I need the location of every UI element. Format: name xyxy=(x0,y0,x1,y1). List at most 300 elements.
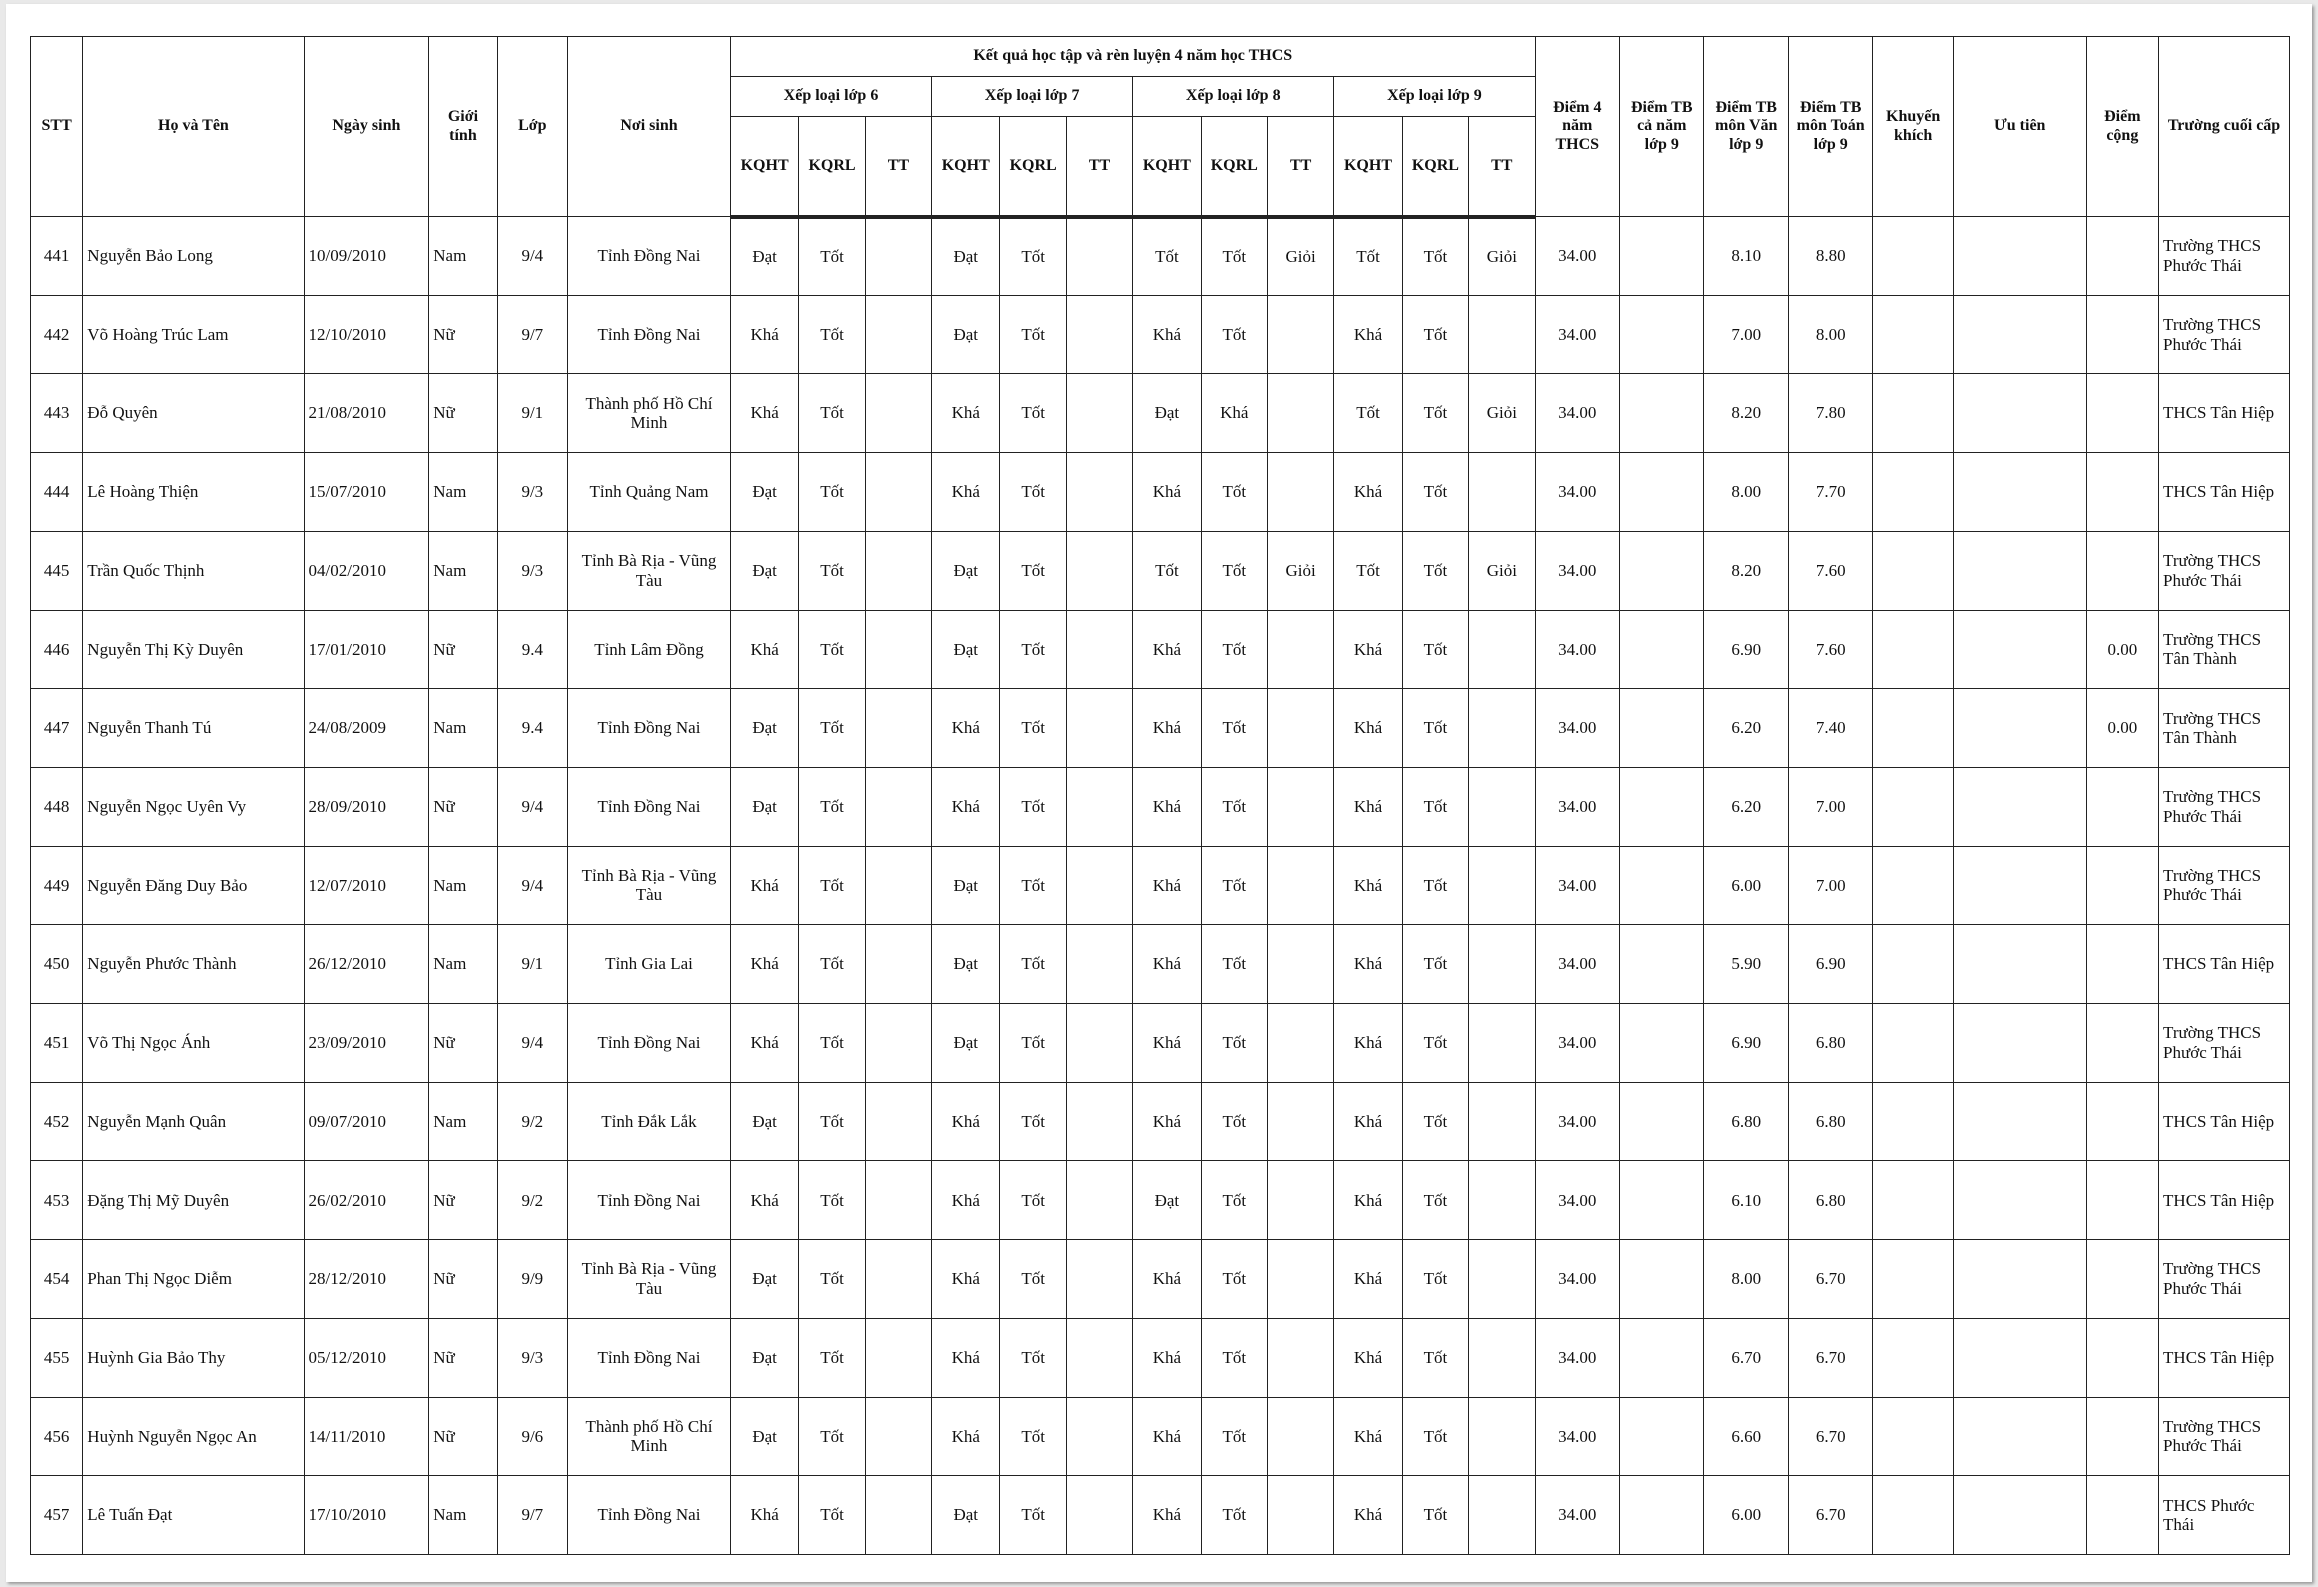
cell-diem-tb-van: 6.60 xyxy=(1704,1397,1788,1476)
cell-kqrl-7: Tốt xyxy=(1000,1004,1066,1083)
cell-class: 9/1 xyxy=(497,925,567,1004)
cell-kqrl-8: Tốt xyxy=(1201,767,1267,846)
cell-kqrl-9: Tốt xyxy=(1402,925,1468,1004)
cell-kqht-6: Đạt xyxy=(730,1397,798,1476)
cell-dob: 10/09/2010 xyxy=(304,217,429,296)
cell-kqrl-8: Tốt xyxy=(1201,1004,1267,1083)
cell-tt-9 xyxy=(1469,453,1535,532)
cell-diem-tb-toan: 6.90 xyxy=(1788,925,1872,1004)
cell-kqht-6: Đạt xyxy=(730,689,798,768)
cell-diem-cong xyxy=(2086,1161,2158,1240)
cell-diem-cong xyxy=(2086,1397,2158,1476)
table-row xyxy=(31,610,2290,689)
cell-kqht-8: Khá xyxy=(1133,1476,1201,1555)
cell-kqht-9: Tốt xyxy=(1334,217,1402,296)
header-tt-9: TT xyxy=(1469,117,1535,217)
cell-tt-6 xyxy=(865,453,931,532)
cell-stt: 455 xyxy=(31,1318,83,1397)
cell-class: 9.4 xyxy=(497,689,567,768)
cell-diem-tb-van: 8.00 xyxy=(1704,453,1788,532)
cell-kqht-7: Khá xyxy=(932,374,1000,453)
cell-tt-6 xyxy=(865,925,931,1004)
cell-diem-tb-ca-nam xyxy=(1620,689,1704,768)
cell-sex: Nam xyxy=(429,1082,497,1161)
cell-name: Phan Thị Ngọc Diễm xyxy=(83,1240,304,1319)
cell-kqrl-7: Tốt xyxy=(1000,374,1066,453)
cell-kqht-6: Đạt xyxy=(730,1082,798,1161)
cell-stt: 449 xyxy=(31,846,83,925)
cell-tt-8 xyxy=(1267,1082,1333,1161)
cell-diem-tb-van: 6.00 xyxy=(1704,846,1788,925)
cell-tt-9: Giỏi xyxy=(1469,531,1535,610)
header-xep-loai-8: Xếp loại lớp 8 xyxy=(1133,77,1334,117)
cell-kqht-8: Khá xyxy=(1133,925,1201,1004)
cell-tt-9 xyxy=(1469,846,1535,925)
cell-stt: 444 xyxy=(31,453,83,532)
cell-uu-tien xyxy=(1953,1004,2086,1083)
cell-tt-9 xyxy=(1469,767,1535,846)
cell-tt-8: Giỏi xyxy=(1267,531,1333,610)
cell-name: Nguyễn Phước Thành xyxy=(83,925,304,1004)
cell-diem-cong xyxy=(2086,1476,2158,1555)
cell-uu-tien xyxy=(1953,689,2086,768)
cell-diem-tb-van: 7.00 xyxy=(1704,295,1788,374)
cell-class: 9/4 xyxy=(497,767,567,846)
cell-kqht-7: Khá xyxy=(932,1082,1000,1161)
cell-kqht-6: Đạt xyxy=(730,767,798,846)
cell-tt-8 xyxy=(1267,689,1333,768)
cell-uu-tien xyxy=(1953,1082,2086,1161)
cell-kqrl-9: Tốt xyxy=(1402,1082,1468,1161)
header-stt: STT xyxy=(31,37,83,217)
cell-kqht-8: Khá xyxy=(1133,610,1201,689)
cell-tt-6 xyxy=(865,689,931,768)
header-gioi-tinh: Giới tính xyxy=(429,37,497,217)
cell-kqrl-9: Tốt xyxy=(1402,1161,1468,1240)
cell-diem-tb-ca-nam xyxy=(1620,1082,1704,1161)
header-tt-6: TT xyxy=(865,117,931,217)
header-xep-loai-9: Xếp loại lớp 9 xyxy=(1334,77,1535,117)
cell-diem-tb-toan: 6.80 xyxy=(1788,1161,1872,1240)
cell-name: Nguyễn Bảo Long xyxy=(83,217,304,296)
cell-kqht-7: Đạt xyxy=(932,217,1000,296)
cell-kqht-6: Khá xyxy=(730,295,798,374)
cell-name: Lê Hoàng Thiện xyxy=(83,453,304,532)
cell-kqrl-8: Tốt xyxy=(1201,1082,1267,1161)
cell-kqrl-9: Tốt xyxy=(1402,453,1468,532)
table-row xyxy=(31,1397,2290,1476)
cell-khuyen-khich xyxy=(1873,846,1953,925)
cell-kqrl-9: Tốt xyxy=(1402,689,1468,768)
cell-tt-8 xyxy=(1267,1161,1333,1240)
cell-sex: Nữ xyxy=(429,610,497,689)
cell-kqht-8: Tốt xyxy=(1133,531,1201,610)
cell-tt-9 xyxy=(1469,1004,1535,1083)
cell-diem-cong xyxy=(2086,1004,2158,1083)
cell-kqrl-9: Tốt xyxy=(1402,1318,1468,1397)
cell-kqht-6: Đạt xyxy=(730,1318,798,1397)
cell-kqht-7: Đạt xyxy=(932,925,1000,1004)
cell-tt-9 xyxy=(1469,689,1535,768)
cell-tt-8 xyxy=(1267,925,1333,1004)
cell-diem-4-nam: 34.00 xyxy=(1535,610,1619,689)
cell-pob: Tỉnh Bà Rịa - Vũng Tàu xyxy=(568,1240,731,1319)
cell-kqrl-7: Tốt xyxy=(1000,610,1066,689)
table-row xyxy=(31,453,2290,532)
cell-diem-4-nam: 34.00 xyxy=(1535,689,1619,768)
cell-khuyen-khich xyxy=(1873,767,1953,846)
cell-kqht-6: Đạt xyxy=(730,531,798,610)
cell-kqht-6: Khá xyxy=(730,610,798,689)
cell-uu-tien xyxy=(1953,1318,2086,1397)
header-ho-ten: Họ và Tên xyxy=(83,37,304,217)
cell-tt-8 xyxy=(1267,1318,1333,1397)
cell-kqrl-6: Tốt xyxy=(799,610,865,689)
cell-tt-9 xyxy=(1469,1082,1535,1161)
cell-diem-cong xyxy=(2086,453,2158,532)
cell-stt: 457 xyxy=(31,1476,83,1555)
cell-stt: 453 xyxy=(31,1161,83,1240)
cell-uu-tien xyxy=(1953,1397,2086,1476)
header-diem-tb-van: Điểm TB môn Văn lớp 9 xyxy=(1704,37,1788,217)
cell-kqht-8: Khá xyxy=(1133,1082,1201,1161)
cell-truong-cuoi-cap: THCS Tân Hiệp xyxy=(2159,374,2290,453)
cell-khuyen-khich xyxy=(1873,531,1953,610)
cell-kqht-8: Khá xyxy=(1133,1397,1201,1476)
cell-tt-8 xyxy=(1267,1004,1333,1083)
header-kqht-9: KQHT xyxy=(1334,117,1402,217)
header-diem-tb-toan: Điểm TB môn Toán lớp 9 xyxy=(1788,37,1872,217)
cell-tt-6 xyxy=(865,1318,931,1397)
cell-uu-tien xyxy=(1953,1240,2086,1319)
cell-truong-cuoi-cap: THCS Tân Hiệp xyxy=(2159,1082,2290,1161)
cell-khuyen-khich xyxy=(1873,925,1953,1004)
cell-kqrl-8: Tốt xyxy=(1201,217,1267,296)
cell-pob: Tỉnh Đồng Nai xyxy=(568,1476,731,1555)
header-truong-cuoi-cap: Trường cuối cấp xyxy=(2159,37,2290,217)
cell-stt: 456 xyxy=(31,1397,83,1476)
cell-kqht-7: Khá xyxy=(932,453,1000,532)
cell-tt-7 xyxy=(1066,1476,1132,1555)
header-khuyen-khich: Khuyến khích xyxy=(1873,37,1953,217)
cell-stt: 446 xyxy=(31,610,83,689)
cell-class: 9/9 xyxy=(497,1240,567,1319)
cell-kqrl-6: Tốt xyxy=(799,925,865,1004)
cell-kqht-6: Khá xyxy=(730,846,798,925)
cell-tt-6 xyxy=(865,846,931,925)
cell-class: 9/3 xyxy=(497,1318,567,1397)
cell-tt-8: Giỏi xyxy=(1267,217,1333,296)
cell-pob: Tỉnh Đồng Nai xyxy=(568,295,731,374)
cell-tt-9 xyxy=(1469,1240,1535,1319)
cell-kqht-9: Khá xyxy=(1334,1161,1402,1240)
cell-tt-7 xyxy=(1066,374,1132,453)
cell-diem-4-nam: 34.00 xyxy=(1535,217,1619,296)
cell-diem-cong xyxy=(2086,767,2158,846)
cell-kqht-7: Khá xyxy=(932,1397,1000,1476)
cell-class: 9/4 xyxy=(497,217,567,296)
cell-tt-8 xyxy=(1267,846,1333,925)
cell-name: Nguyễn Đăng Duy Bảo xyxy=(83,846,304,925)
cell-kqht-8: Khá xyxy=(1133,1318,1201,1397)
cell-name: Huỳnh Nguyễn Ngọc An xyxy=(83,1397,304,1476)
cell-tt-6 xyxy=(865,1004,931,1083)
cell-tt-7 xyxy=(1066,1397,1132,1476)
cell-tt-7 xyxy=(1066,1004,1132,1083)
cell-dob: 17/10/2010 xyxy=(304,1476,429,1555)
cell-diem-tb-toan: 7.00 xyxy=(1788,767,1872,846)
cell-tt-6 xyxy=(865,1476,931,1555)
cell-diem-tb-van: 6.90 xyxy=(1704,610,1788,689)
cell-kqrl-6: Tốt xyxy=(799,1240,865,1319)
cell-kqrl-6: Tốt xyxy=(799,1082,865,1161)
cell-diem-tb-ca-nam xyxy=(1620,1004,1704,1083)
cell-dob: 05/12/2010 xyxy=(304,1318,429,1397)
cell-kqrl-7: Tốt xyxy=(1000,846,1066,925)
cell-diem-4-nam: 34.00 xyxy=(1535,1397,1619,1476)
cell-kqht-8: Tốt xyxy=(1133,217,1201,296)
cell-name: Trần Quốc Thịnh xyxy=(83,531,304,610)
cell-kqrl-8: Tốt xyxy=(1201,925,1267,1004)
cell-kqrl-9: Tốt xyxy=(1402,767,1468,846)
cell-diem-4-nam: 34.00 xyxy=(1535,1240,1619,1319)
table-row xyxy=(31,531,2290,610)
cell-diem-cong xyxy=(2086,374,2158,453)
cell-kqht-8: Đạt xyxy=(1133,1161,1201,1240)
cell-tt-6 xyxy=(865,531,931,610)
cell-uu-tien xyxy=(1953,610,2086,689)
cell-diem-tb-toan: 6.80 xyxy=(1788,1082,1872,1161)
cell-truong-cuoi-cap: Trường THCS Phước Thái xyxy=(2159,1397,2290,1476)
cell-kqht-8: Khá xyxy=(1133,453,1201,532)
cell-sex: Nữ xyxy=(429,1318,497,1397)
cell-kqht-7: Đạt xyxy=(932,531,1000,610)
header-ngay-sinh: Ngày sinh xyxy=(304,37,429,217)
cell-pob: Tỉnh Gia Lai xyxy=(568,925,731,1004)
cell-dob: 26/02/2010 xyxy=(304,1161,429,1240)
student-results-table xyxy=(30,36,2290,1555)
cell-uu-tien xyxy=(1953,767,2086,846)
cell-khuyen-khich xyxy=(1873,1082,1953,1161)
cell-truong-cuoi-cap: THCS Tân Hiệp xyxy=(2159,925,2290,1004)
cell-stt: 445 xyxy=(31,531,83,610)
table-row xyxy=(31,767,2290,846)
cell-pob: Tỉnh Đồng Nai xyxy=(568,1161,731,1240)
cell-kqrl-7: Tốt xyxy=(1000,1161,1066,1240)
cell-khuyen-khich xyxy=(1873,374,1953,453)
cell-tt-6 xyxy=(865,295,931,374)
cell-tt-9 xyxy=(1469,925,1535,1004)
cell-sex: Nam xyxy=(429,1476,497,1555)
cell-tt-8 xyxy=(1267,610,1333,689)
header-kqrl-8: KQRL xyxy=(1201,117,1267,217)
cell-khuyen-khich xyxy=(1873,217,1953,296)
cell-kqht-8: Khá xyxy=(1133,767,1201,846)
cell-kqrl-7: Tốt xyxy=(1000,1318,1066,1397)
cell-uu-tien xyxy=(1953,1476,2086,1555)
cell-kqht-7: Đạt xyxy=(932,1476,1000,1555)
cell-diem-tb-van: 8.10 xyxy=(1704,217,1788,296)
header-noi-sinh: Nơi sinh xyxy=(568,37,731,217)
cell-stt: 452 xyxy=(31,1082,83,1161)
cell-class: 9/6 xyxy=(497,1397,567,1476)
cell-tt-6 xyxy=(865,1240,931,1319)
cell-dob: 21/08/2010 xyxy=(304,374,429,453)
cell-truong-cuoi-cap: Trường THCS Phước Thái xyxy=(2159,1004,2290,1083)
table-row xyxy=(31,1318,2290,1397)
header-lop: Lớp xyxy=(497,37,567,217)
cell-sex: Nam xyxy=(429,531,497,610)
cell-diem-tb-toan: 6.70 xyxy=(1788,1397,1872,1476)
cell-khuyen-khich xyxy=(1873,689,1953,768)
cell-sex: Nữ xyxy=(429,1004,497,1083)
cell-tt-7 xyxy=(1066,295,1132,374)
cell-kqrl-6: Tốt xyxy=(799,1397,865,1476)
table-row xyxy=(31,295,2290,374)
cell-tt-9 xyxy=(1469,1476,1535,1555)
cell-diem-tb-van: 6.90 xyxy=(1704,1004,1788,1083)
cell-sex: Nữ xyxy=(429,374,497,453)
cell-kqrl-9: Tốt xyxy=(1402,846,1468,925)
cell-uu-tien xyxy=(1953,531,2086,610)
cell-diem-tb-toan: 8.80 xyxy=(1788,217,1872,296)
cell-diem-tb-toan: 7.40 xyxy=(1788,689,1872,768)
cell-kqrl-9: Tốt xyxy=(1402,531,1468,610)
cell-kqht-9: Khá xyxy=(1334,1082,1402,1161)
cell-khuyen-khich xyxy=(1873,1161,1953,1240)
cell-tt-7 xyxy=(1066,689,1132,768)
cell-tt-9 xyxy=(1469,1161,1535,1240)
cell-diem-tb-toan: 8.00 xyxy=(1788,295,1872,374)
cell-sex: Nữ xyxy=(429,767,497,846)
table-header xyxy=(31,37,2290,217)
cell-pob: Tỉnh Lâm Đồng xyxy=(568,610,731,689)
cell-tt-8 xyxy=(1267,295,1333,374)
header-kqrl-9: KQRL xyxy=(1402,117,1468,217)
cell-kqrl-8: Tốt xyxy=(1201,531,1267,610)
cell-pob: Tỉnh Đồng Nai xyxy=(568,689,731,768)
table-row xyxy=(31,217,2290,296)
cell-truong-cuoi-cap: Trường THCS Phước Thái xyxy=(2159,531,2290,610)
cell-sex: Nam xyxy=(429,846,497,925)
cell-stt: 441 xyxy=(31,217,83,296)
cell-tt-6 xyxy=(865,217,931,296)
cell-kqht-9: Khá xyxy=(1334,846,1402,925)
cell-uu-tien xyxy=(1953,846,2086,925)
cell-dob: 14/11/2010 xyxy=(304,1397,429,1476)
cell-diem-tb-van: 8.20 xyxy=(1704,531,1788,610)
cell-diem-tb-toan: 7.80 xyxy=(1788,374,1872,453)
cell-uu-tien xyxy=(1953,453,2086,532)
cell-name: Nguyễn Mạnh Quân xyxy=(83,1082,304,1161)
cell-pob: Tỉnh Đồng Nai xyxy=(568,1318,731,1397)
cell-tt-6 xyxy=(865,767,931,846)
cell-class: 9/7 xyxy=(497,1476,567,1555)
cell-stt: 443 xyxy=(31,374,83,453)
cell-tt-8 xyxy=(1267,1476,1333,1555)
cell-name: Đỗ Quyên xyxy=(83,374,304,453)
cell-kqht-6: Đạt xyxy=(730,217,798,296)
cell-kqrl-7: Tốt xyxy=(1000,1397,1066,1476)
cell-diem-cong xyxy=(2086,1318,2158,1397)
cell-tt-6 xyxy=(865,1397,931,1476)
cell-kqht-6: Khá xyxy=(730,1004,798,1083)
cell-khuyen-khich xyxy=(1873,1397,1953,1476)
cell-kqht-9: Khá xyxy=(1334,453,1402,532)
header-diem-cong: Điểm cộng xyxy=(2086,37,2158,217)
header-tt-7: TT xyxy=(1066,117,1132,217)
table-row xyxy=(31,1476,2290,1555)
cell-truong-cuoi-cap: THCS Tân Hiệp xyxy=(2159,1318,2290,1397)
cell-kqrl-8: Tốt xyxy=(1201,1397,1267,1476)
cell-kqht-8: Đạt xyxy=(1133,374,1201,453)
cell-diem-tb-ca-nam xyxy=(1620,1318,1704,1397)
cell-diem-4-nam: 34.00 xyxy=(1535,531,1619,610)
cell-kqrl-8: Tốt xyxy=(1201,453,1267,532)
cell-truong-cuoi-cap: THCS Tân Hiệp xyxy=(2159,1161,2290,1240)
cell-diem-4-nam: 34.00 xyxy=(1535,1318,1619,1397)
cell-diem-4-nam: 34.00 xyxy=(1535,295,1619,374)
cell-sex: Nam xyxy=(429,217,497,296)
cell-stt: 451 xyxy=(31,1004,83,1083)
table-row xyxy=(31,925,2290,1004)
cell-diem-tb-van: 8.00 xyxy=(1704,1240,1788,1319)
cell-diem-tb-toan: 6.70 xyxy=(1788,1240,1872,1319)
cell-diem-tb-toan: 6.70 xyxy=(1788,1476,1872,1555)
cell-diem-tb-ca-nam xyxy=(1620,1476,1704,1555)
cell-diem-tb-ca-nam xyxy=(1620,846,1704,925)
cell-tt-7 xyxy=(1066,531,1132,610)
cell-diem-tb-van: 6.20 xyxy=(1704,689,1788,768)
cell-sex: Nữ xyxy=(429,295,497,374)
cell-dob: 09/07/2010 xyxy=(304,1082,429,1161)
cell-tt-7 xyxy=(1066,453,1132,532)
cell-diem-4-nam: 34.00 xyxy=(1535,767,1619,846)
cell-diem-cong: 0.00 xyxy=(2086,689,2158,768)
cell-kqht-9: Khá xyxy=(1334,610,1402,689)
cell-kqrl-7: Tốt xyxy=(1000,689,1066,768)
cell-khuyen-khich xyxy=(1873,1004,1953,1083)
table-body xyxy=(31,217,2290,1555)
cell-kqrl-6: Tốt xyxy=(799,295,865,374)
cell-diem-tb-toan: 7.00 xyxy=(1788,846,1872,925)
table-row xyxy=(31,1240,2290,1319)
table-row xyxy=(31,1082,2290,1161)
cell-tt-8 xyxy=(1267,1397,1333,1476)
cell-kqrl-7: Tốt xyxy=(1000,1082,1066,1161)
cell-class: 9/7 xyxy=(497,295,567,374)
cell-pob: Tỉnh Quảng Nam xyxy=(568,453,731,532)
cell-kqht-6: Khá xyxy=(730,925,798,1004)
cell-truong-cuoi-cap: THCS Phước Thái xyxy=(2159,1476,2290,1555)
cell-tt-7 xyxy=(1066,925,1132,1004)
cell-diem-tb-toan: 6.80 xyxy=(1788,1004,1872,1083)
cell-tt-7 xyxy=(1066,846,1132,925)
cell-truong-cuoi-cap: Trường THCS Phước Thái xyxy=(2159,1240,2290,1319)
cell-kqrl-9: Tốt xyxy=(1402,1476,1468,1555)
cell-diem-cong xyxy=(2086,846,2158,925)
cell-dob: 15/07/2010 xyxy=(304,453,429,532)
cell-kqht-7: Khá xyxy=(932,1318,1000,1397)
cell-kqrl-7: Tốt xyxy=(1000,295,1066,374)
cell-tt-9 xyxy=(1469,1318,1535,1397)
cell-tt-8 xyxy=(1267,374,1333,453)
cell-dob: 12/10/2010 xyxy=(304,295,429,374)
cell-kqht-8: Khá xyxy=(1133,689,1201,768)
cell-diem-4-nam: 34.00 xyxy=(1535,374,1619,453)
cell-kqht-8: Khá xyxy=(1133,846,1201,925)
cell-diem-tb-ca-nam xyxy=(1620,1397,1704,1476)
